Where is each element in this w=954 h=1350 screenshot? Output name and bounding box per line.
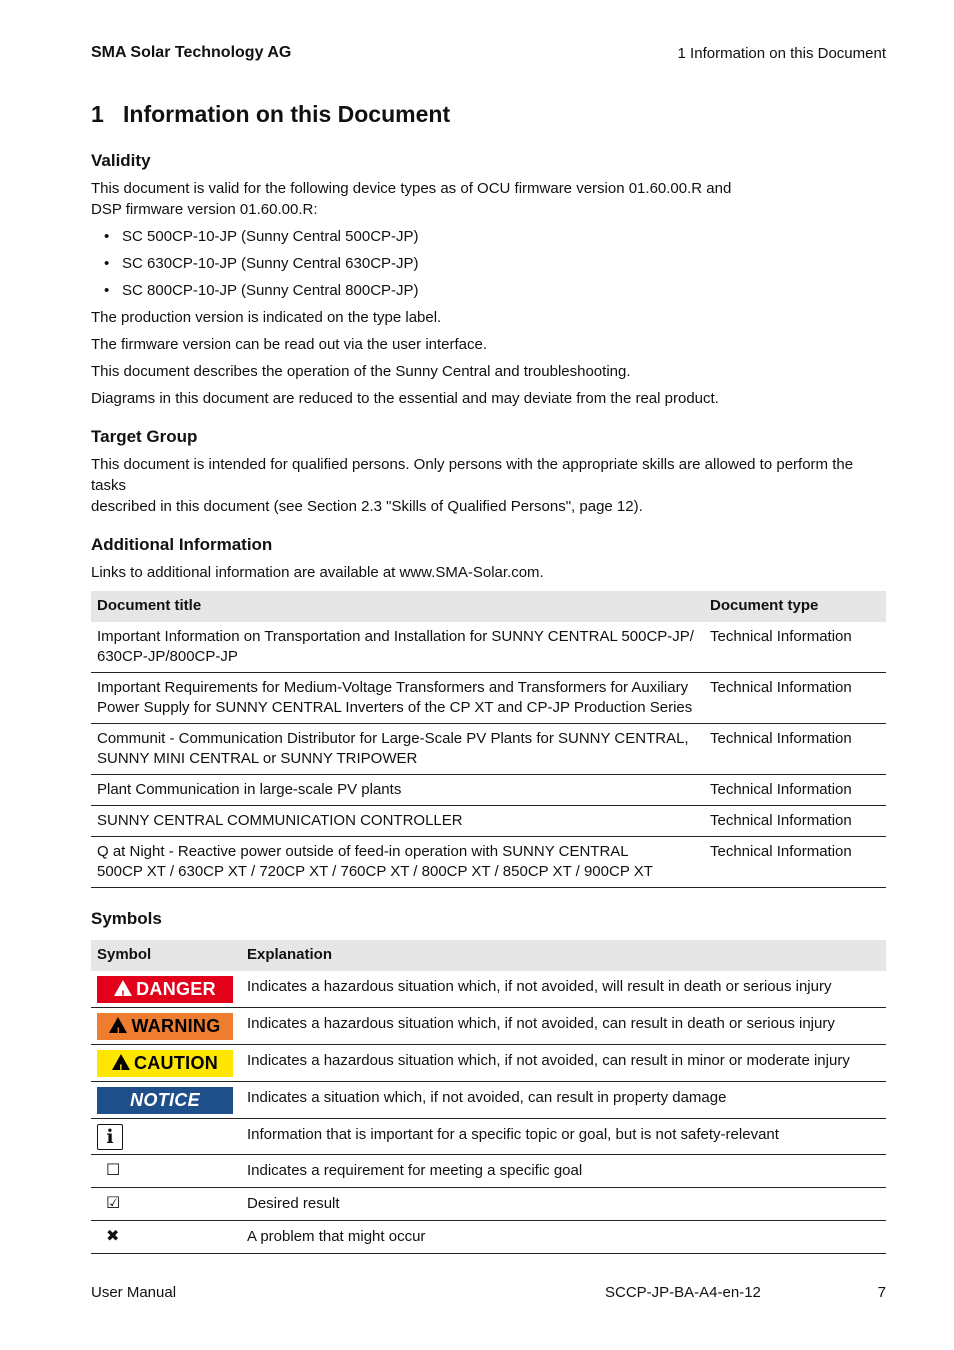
- title-line: Q at Night - Reactive power outside of feed-in operation with SUNNY CENTRAL: [97, 843, 629, 860]
- chapter-title-text: Information on this Document: [123, 101, 451, 127]
- document-page: [91, 0, 886, 1350]
- danger-signal-word: [97, 976, 233, 1003]
- document-type: Technical Information: [704, 806, 886, 837]
- table-row: [91, 971, 886, 1008]
- title-line: Important Information on Transportation and Installation for SUNNY CENTRAL 500CP-JP/: [97, 628, 694, 645]
- column-header: Document title: [91, 591, 704, 622]
- document-type: Technical Information: [704, 837, 886, 888]
- signal-label: DANGER: [136, 979, 216, 999]
- table-header-row: [91, 940, 886, 971]
- symbol-explanation: Desired result: [241, 1188, 886, 1221]
- validity-note: The production version is indicated on the type label.: [91, 309, 442, 326]
- document-title: [91, 775, 704, 806]
- validity-intro-line: DSP firmware version 01.60.00.R:: [91, 201, 318, 218]
- symbol-explanation: A problem that might occur: [241, 1221, 886, 1254]
- table-row: [91, 1008, 886, 1045]
- signal-label: WARNING: [131, 1016, 221, 1036]
- symbol-cell: [91, 1221, 241, 1254]
- symbol-explanation: Indicates a hazardous situation which, if not avoided, will result in death or serious injury: [241, 971, 886, 1008]
- footer-manual-type: User Manual: [91, 1284, 177, 1301]
- table-row: [91, 1221, 886, 1254]
- document-title: [91, 806, 704, 837]
- validity-intro-line: This document is valid for the following device types as of OCU firmware version 01.60.00.R and: [91, 180, 732, 197]
- title-line: SUNNY CENTRAL COMMUNICATION CONTROLLER: [97, 812, 463, 829]
- chapter-title: [91, 101, 450, 128]
- content: [91, 151, 886, 1254]
- table-row: [91, 1082, 886, 1119]
- chapter-number: 1: [91, 101, 104, 127]
- symbol-cell: [91, 1155, 241, 1188]
- footer-page-number: 7: [877, 1284, 886, 1301]
- section-additional-information: [91, 535, 886, 888]
- column-header: Explanation: [241, 940, 886, 971]
- table-row: [91, 724, 886, 775]
- table-row: [91, 806, 886, 837]
- symbol-cell: [91, 1045, 241, 1082]
- table-row: [91, 775, 886, 806]
- target-group-line: This document is intended for qualified persons. Only persons with the appropriate skills are allowed to perform the tasks: [91, 456, 854, 494]
- document-type: Technical Information: [704, 622, 886, 673]
- warning-triangle-icon: [112, 1054, 130, 1070]
- table-header-row: [91, 591, 886, 622]
- list-item: • SC 800CP-10-JP (Sunny Central 800CP-JP): [91, 280, 886, 301]
- checkbox-empty-icon: ☐: [106, 1162, 121, 1179]
- list-item: • SC 500CP-10-JP (Sunny Central 500CP-JP): [91, 226, 886, 247]
- notice-signal-word: [97, 1087, 233, 1114]
- section-target-group: [91, 427, 886, 517]
- documents-table: [91, 591, 886, 888]
- document-type: Technical Information: [704, 673, 886, 724]
- document-type: Technical Information: [704, 775, 886, 806]
- validity-note: This document describes the operation of the Sunny Central and troubleshooting.: [91, 363, 631, 380]
- symbols-table: [91, 940, 886, 1254]
- title-line: Important Requirements for Medium-Voltage Transformers and Transformers for Auxiliary: [97, 679, 689, 696]
- validity-note: Diagrams in this document are reduced to the essential and may deviate from the real product.: [91, 390, 719, 407]
- document-title: [91, 837, 704, 888]
- column-header: Document type: [704, 591, 886, 622]
- symbol-cell: [91, 1008, 241, 1045]
- title-line: 630CP-JP/800CP-JP: [97, 648, 238, 665]
- section-validity: [91, 151, 886, 409]
- signal-label: CAUTION: [133, 1053, 219, 1073]
- header-section: 1 Information on this Document: [677, 45, 886, 62]
- checkbox-checked-icon: ☑: [106, 1195, 121, 1212]
- table-row: [91, 1045, 886, 1082]
- symbol-explanation: Indicates a hazardous situation which, if not avoided, can result in minor or moderate injury: [241, 1045, 886, 1082]
- symbol-explanation: Indicates a situation which, if not avoided, can result in property damage: [241, 1082, 886, 1119]
- document-title: [91, 724, 704, 775]
- symbol-explanation: Indicates a requirement for meeting a specific goal: [241, 1155, 886, 1188]
- title-line: 500CP XT / 630CP XT / 720CP XT / 760CP XT / 800CP XT / 850CP XT / 900CP XT: [97, 863, 653, 880]
- symbols-heading: Symbols: [91, 909, 162, 928]
- target-group-text: [91, 454, 886, 517]
- warning-triangle-icon: [114, 980, 132, 996]
- warning-triangle-icon: [109, 1017, 127, 1033]
- symbol-cell: [91, 1188, 241, 1221]
- additional-text: Links to additional information are available at www.SMA-Solar.com.: [91, 564, 544, 581]
- target-group-line: described in this document (see Section 2.3 "Skills of Qualified Persons", page 12).: [91, 498, 643, 515]
- table-row: [91, 1188, 886, 1221]
- footer-document-id: SCCP-JP-BA-A4-en-12: [605, 1284, 761, 1301]
- symbol-cell: [91, 1119, 241, 1155]
- additional-heading: Additional Information: [91, 535, 273, 554]
- document-type: Technical Information: [704, 724, 886, 775]
- table-row: [91, 673, 886, 724]
- title-line: Communit - Communication Distributor for Large-Scale PV Plants for SUNNY CENTRAL,: [97, 730, 689, 747]
- document-title: [91, 673, 704, 724]
- symbol-explanation: Indicates a hazardous situation which, if not avoided, can result in death or serious injury: [241, 1008, 886, 1045]
- list-item: • SC 630CP-10-JP (Sunny Central 630CP-JP): [91, 253, 886, 274]
- title-line: Plant Communication in large-scale PV plants: [97, 781, 402, 798]
- table-row: [91, 1155, 886, 1188]
- symbol-cell: [91, 1082, 241, 1119]
- validity-heading: Validity: [91, 151, 151, 170]
- column-header: Symbol: [91, 940, 241, 971]
- table-row: [91, 622, 886, 673]
- table-row: [91, 1119, 886, 1155]
- title-line: SUNNY MINI CENTRAL or SUNNY TRIPOWER: [97, 750, 418, 767]
- validity-note: The firmware version can be read out via the user interface.: [91, 336, 488, 353]
- information-icon: i: [97, 1124, 123, 1150]
- symbol-cell: [91, 971, 241, 1008]
- symbol-explanation: Information that is important for a specific topic or goal, but is not safety-relevant: [241, 1119, 886, 1155]
- cross-icon: ✖: [106, 1228, 120, 1245]
- header-company: SMA Solar Technology AG: [91, 44, 292, 61]
- table-row: [91, 837, 886, 888]
- title-line: Power Supply for SUNNY CENTRAL Inverters of the CP XT and CP-JP Production Series: [97, 699, 693, 716]
- target-group-heading: Target Group: [91, 427, 198, 446]
- caution-signal-word: [97, 1050, 233, 1077]
- document-title: [91, 622, 704, 673]
- section-symbols: [91, 909, 886, 1254]
- validity-intro: [91, 178, 886, 220]
- device-list: [91, 226, 886, 301]
- warning-signal-word: [97, 1013, 233, 1040]
- signal-label: NOTICE: [130, 1090, 200, 1110]
